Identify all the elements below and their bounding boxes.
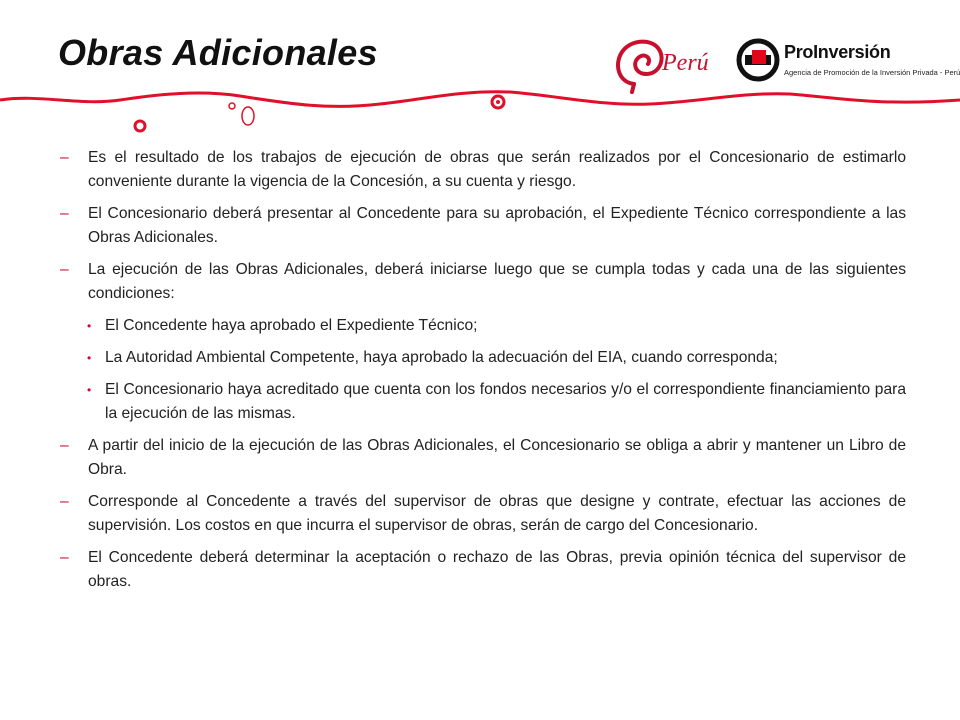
page-title: Obras Adicionales	[58, 32, 378, 73]
list-item-text: Corresponde al Concedente a través del supervisor de obras que designe y contrate, efectuar las acciones de supervisión. Los costos en que incurra el supervisor de obras, serán de cargo del Concesionario.	[88, 493, 906, 534]
spiral-icon	[135, 121, 145, 131]
list-item-text: A partir del inicio de la ejecución de las Obras Adicionales, el Concesionario se obliga a abrir y mantener un Libro de Obra.	[88, 437, 906, 478]
list-item	[60, 546, 906, 594]
dash-marker: –	[60, 149, 69, 166]
dash-marker: –	[60, 205, 69, 222]
spiral-icon	[242, 107, 254, 125]
sub-list-item	[60, 378, 906, 426]
dash-marker: –	[60, 437, 69, 454]
proinversion-name: ProInversión	[784, 42, 891, 62]
list-item-text: Es el resultado de los trabajos de ejecución de obras que serán realizados por el Concesionario de estimarlo conveniente durante la vigencia de la Concesión, a su cuenta y riesgo.	[88, 149, 906, 190]
proinversion-tagline: Agencia de Promoción de la Inversión Privada - Perú	[784, 68, 960, 77]
bullet-marker: •	[87, 383, 92, 397]
content-list	[60, 146, 906, 602]
list-item-text: El Concesionario haya acreditado que cuenta con los fondos necesarios y/o el correspondiente financiamiento para la ejecución de las mismas.	[105, 381, 906, 422]
sub-list-item	[60, 314, 906, 338]
list-item-text: El Concedente haya aprobado el Expediente Técnico;	[105, 317, 478, 334]
list-item-text: La ejecución de las Obras Adicionales, deberá iniciarse luego que se cumpla todas y cada una de las siguientes condiciones:	[88, 261, 906, 302]
dash-marker: –	[60, 261, 69, 278]
list-item-text: El Concesionario deberá presentar al Concedente para su aprobación, el Expediente Técnico correspondiente a las Obras Adicionales.	[88, 205, 906, 246]
list-item	[60, 202, 906, 250]
list-item	[60, 490, 906, 538]
sub-list-item	[60, 346, 906, 370]
spiral-icon	[229, 103, 235, 109]
bullet-marker: •	[87, 319, 92, 333]
dash-marker: –	[60, 493, 69, 510]
list-item-text: El Concedente deberá determinar la aceptación o rechazo de las Obras, previa opinión técnica del supervisor de obras.	[88, 549, 906, 590]
list-item	[60, 434, 906, 482]
bullet-marker: •	[87, 351, 92, 365]
dash-marker: –	[60, 549, 69, 566]
list-item-text: La Autoridad Ambiental Competente, haya aprobado la adecuación del EIA, cuando corresponda;	[105, 349, 778, 366]
list-item	[60, 258, 906, 306]
peru-wordmark: Perú	[662, 50, 709, 76]
list-item	[60, 146, 906, 194]
decorative-wave	[0, 70, 960, 140]
